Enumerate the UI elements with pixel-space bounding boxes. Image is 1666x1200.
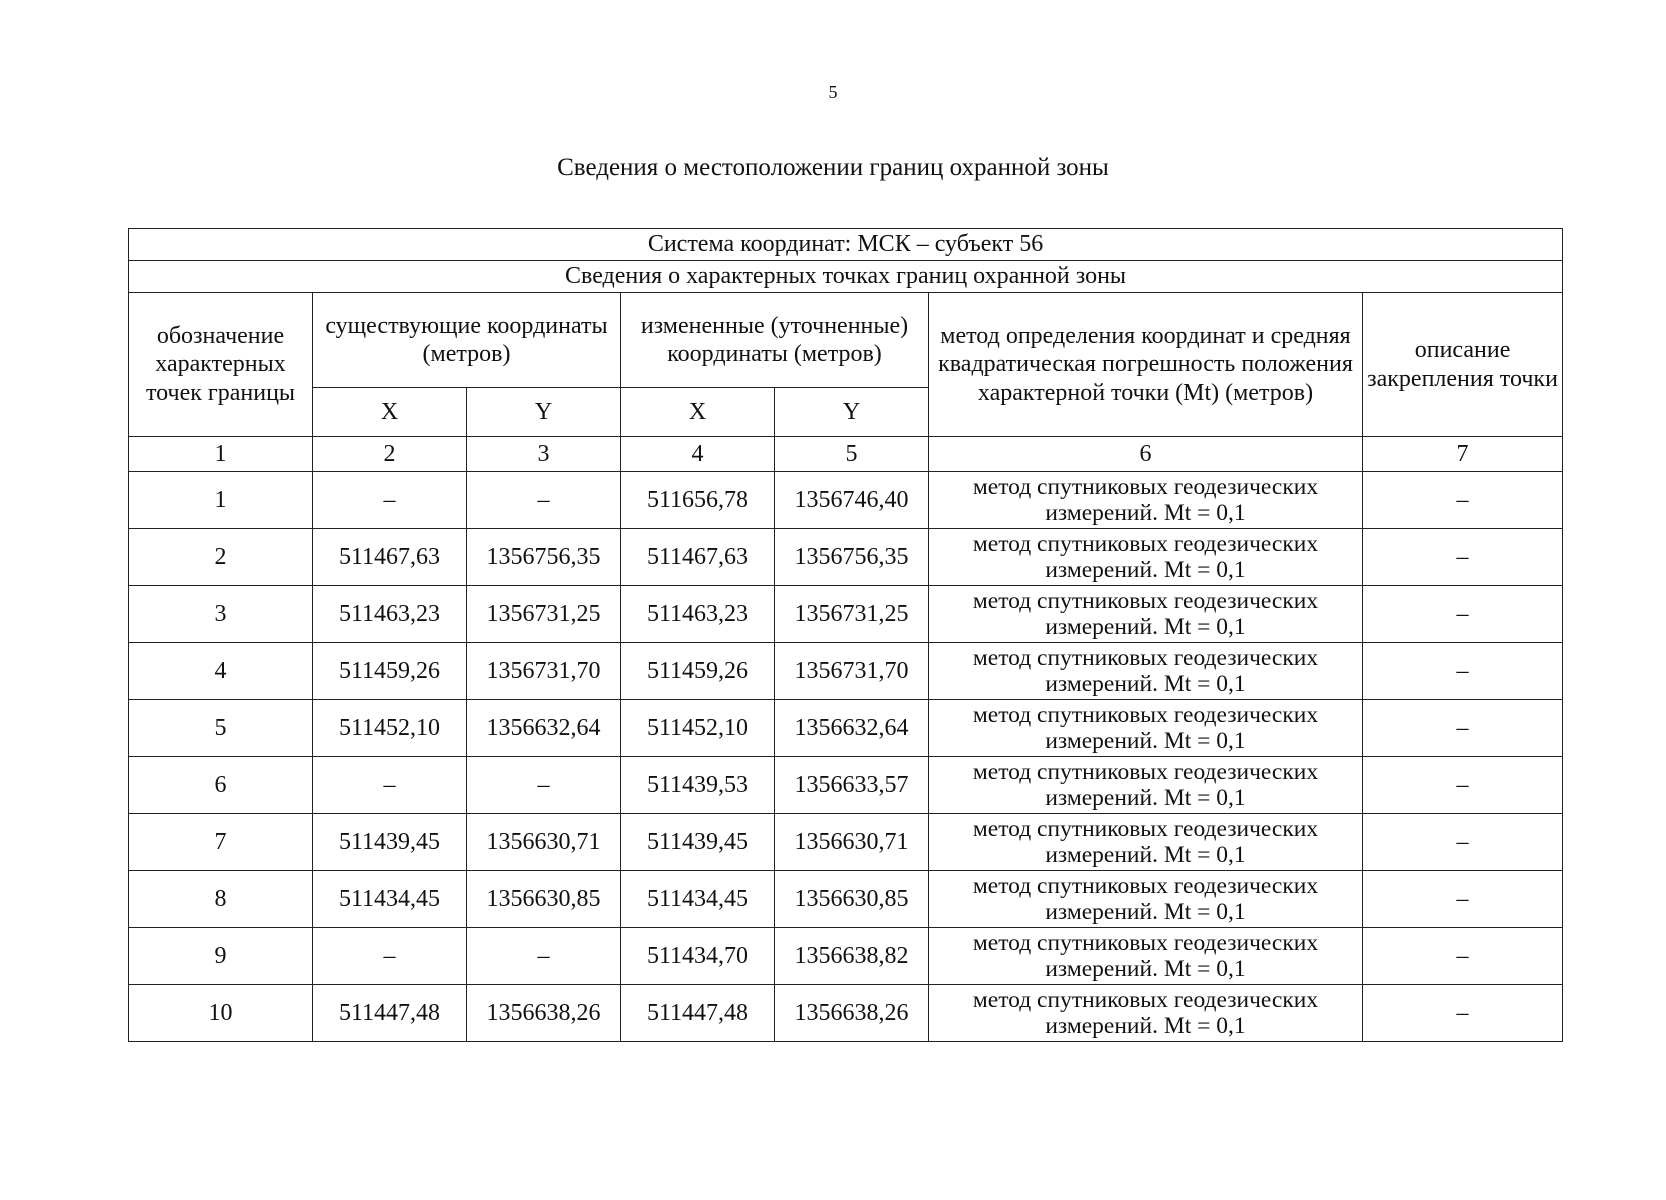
cell-point: 7	[129, 814, 313, 871]
cell-existing-x: 511439,45	[313, 814, 467, 871]
cell-fixing: –	[1363, 700, 1563, 757]
cell-existing-x: 511434,45	[313, 871, 467, 928]
cell-changed-x: 511656,78	[621, 472, 775, 529]
cell-existing-x: 511463,23	[313, 586, 467, 643]
cell-existing-y: 1356630,85	[467, 871, 621, 928]
table-row	[129, 472, 1563, 529]
cell-changed-x: 511439,53	[621, 757, 775, 814]
cell-method: метод спутниковых геодезических измерений. Mt = 0,1	[929, 586, 1363, 643]
header-existing-y: Y	[467, 388, 621, 437]
cell-changed-x: 511434,70	[621, 928, 775, 985]
cell-fixing: –	[1363, 643, 1563, 700]
header-fixing: описание закрепления точки	[1363, 293, 1563, 437]
cell-method: метод спутниковых геодезических измерений. Mt = 0,1	[929, 985, 1363, 1042]
cell-point: 6	[129, 757, 313, 814]
cell-existing-y: 1356638,26	[467, 985, 621, 1042]
table-row	[129, 700, 1563, 757]
table-row	[129, 871, 1563, 928]
header-existing-coordinates: существующие координаты (метров)	[313, 293, 621, 388]
table-row	[129, 529, 1563, 586]
cell-point: 2	[129, 529, 313, 586]
cell-method: метод спутниковых геодезических измерений. Mt = 0,1	[929, 529, 1363, 586]
cell-changed-y: 1356630,71	[775, 814, 929, 871]
cell-existing-y: –	[467, 472, 621, 529]
column-number: 5	[775, 437, 929, 472]
cell-method: метод спутниковых геодезических измерений. Mt = 0,1	[929, 643, 1363, 700]
column-number: 7	[1363, 437, 1563, 472]
cell-point: 4	[129, 643, 313, 700]
cell-existing-y: 1356630,71	[467, 814, 621, 871]
cell-method: метод спутниковых геодезических измерений. Mt = 0,1	[929, 814, 1363, 871]
cell-fixing: –	[1363, 928, 1563, 985]
document-title: Сведения о местоположении границ охранной зоны	[557, 154, 1109, 181]
cell-changed-y: 1356731,25	[775, 586, 929, 643]
cell-fixing: –	[1363, 757, 1563, 814]
column-number: 3	[467, 437, 621, 472]
cell-existing-y: 1356731,70	[467, 643, 621, 700]
header-changed-x: X	[621, 388, 775, 437]
cell-point: 5	[129, 700, 313, 757]
section-title-cell: Сведения о характерных точках границ охранной зоны	[129, 261, 1563, 293]
cell-fixing: –	[1363, 472, 1563, 529]
cell-existing-y: –	[467, 757, 621, 814]
cell-changed-x: 511452,10	[621, 700, 775, 757]
cell-changed-y: 1356756,35	[775, 529, 929, 586]
cell-point: 9	[129, 928, 313, 985]
cell-changed-y: 1356630,85	[775, 871, 929, 928]
cell-changed-y: 1356633,57	[775, 757, 929, 814]
cell-fixing: –	[1363, 871, 1563, 928]
cell-changed-x: 511459,26	[621, 643, 775, 700]
page-number: 5	[828, 82, 838, 102]
table-row	[129, 985, 1563, 1042]
cell-existing-x: 511467,63	[313, 529, 467, 586]
table-row	[129, 757, 1563, 814]
cell-method: метод спутниковых геодезических измерений. Mt = 0,1	[929, 871, 1363, 928]
column-numbers-row	[129, 437, 1563, 472]
cell-existing-y: 1356756,35	[467, 529, 621, 586]
cell-changed-y: 1356638,82	[775, 928, 929, 985]
table-row	[129, 928, 1563, 985]
cell-changed-y: 1356638,26	[775, 985, 929, 1042]
cell-changed-x: 511463,23	[621, 586, 775, 643]
cell-method: метод спутниковых геодезических измерений. Mt = 0,1	[929, 472, 1363, 529]
cell-existing-x: 511452,10	[313, 700, 467, 757]
header-method: метод определения координат и средняя квадратическая погрешность положения характерной точки (Mt) (метров)	[929, 293, 1363, 437]
cell-existing-x: 511447,48	[313, 985, 467, 1042]
column-number: 2	[313, 437, 467, 472]
coordinates-table	[128, 228, 1563, 1042]
cell-changed-y: 1356632,64	[775, 700, 929, 757]
header-changed-coordinates: измененные (уточненные) координаты (метров)	[621, 293, 929, 388]
cell-existing-x: –	[313, 757, 467, 814]
header-point: обозначение характерных точек границы	[129, 293, 313, 437]
cell-fixing: –	[1363, 529, 1563, 586]
cell-changed-x: 511434,45	[621, 871, 775, 928]
column-number: 6	[929, 437, 1363, 472]
cell-changed-y: 1356746,40	[775, 472, 929, 529]
cell-existing-y: –	[467, 928, 621, 985]
cell-changed-x: 511467,63	[621, 529, 775, 586]
cell-point: 3	[129, 586, 313, 643]
cell-existing-x: –	[313, 472, 467, 529]
column-number: 4	[621, 437, 775, 472]
cell-method: метод спутниковых геодезических измерений. Mt = 0,1	[929, 700, 1363, 757]
cell-point: 10	[129, 985, 313, 1042]
table-row	[129, 643, 1563, 700]
table-row	[129, 586, 1563, 643]
cell-changed-y: 1356731,70	[775, 643, 929, 700]
cell-changed-x: 511447,48	[621, 985, 775, 1042]
table-row	[129, 814, 1563, 871]
coordinate-system-cell: Система координат: МСК – субъект 56	[129, 229, 1563, 261]
cell-existing-x: 511459,26	[313, 643, 467, 700]
cell-point: 8	[129, 871, 313, 928]
cell-fixing: –	[1363, 985, 1563, 1042]
cell-existing-y: 1356632,64	[467, 700, 621, 757]
header-existing-x: X	[313, 388, 467, 437]
column-number: 1	[129, 437, 313, 472]
header-changed-y: Y	[775, 388, 929, 437]
cell-existing-x: –	[313, 928, 467, 985]
cell-method: метод спутниковых геодезических измерений. Mt = 0,1	[929, 928, 1363, 985]
cell-point: 1	[129, 472, 313, 529]
cell-changed-x: 511439,45	[621, 814, 775, 871]
cell-method: метод спутниковых геодезических измерений. Mt = 0,1	[929, 757, 1363, 814]
cell-fixing: –	[1363, 814, 1563, 871]
cell-fixing: –	[1363, 586, 1563, 643]
cell-existing-y: 1356731,25	[467, 586, 621, 643]
